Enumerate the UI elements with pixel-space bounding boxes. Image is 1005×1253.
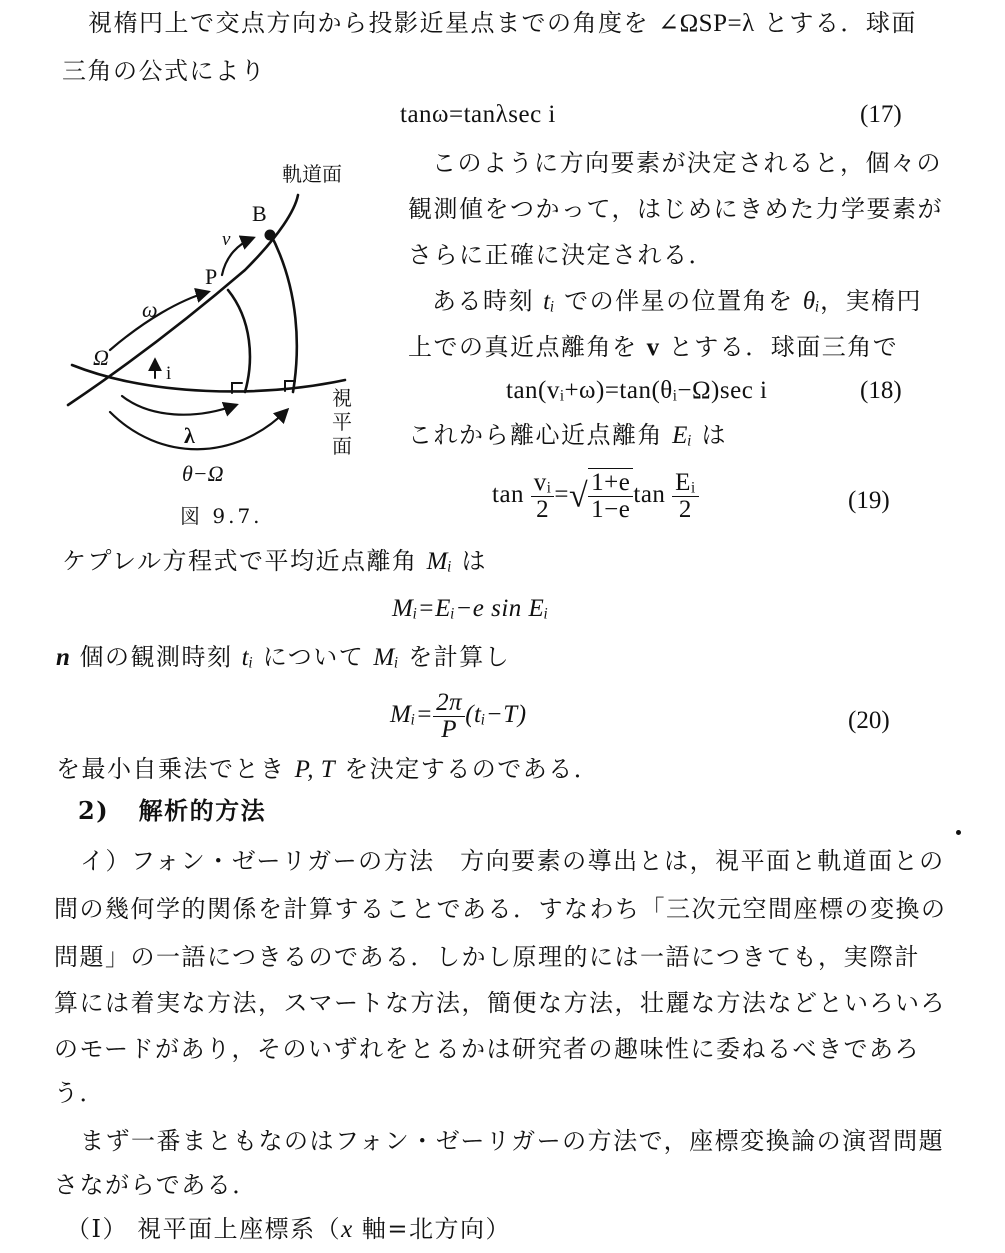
label-i: i xyxy=(166,363,172,384)
eq17-formula: tanω=tanλsec i xyxy=(400,101,556,128)
label-theta-minus-Omega: θ−Ω xyxy=(182,461,224,486)
eq18-number: (18) xyxy=(860,377,902,404)
eq17-number: (17) xyxy=(860,101,902,128)
label-Omega: Ω xyxy=(93,345,109,370)
orbit-plane-curve xyxy=(68,195,298,405)
figure-9-7-diagram xyxy=(0,0,400,540)
label-P: P xyxy=(205,264,218,289)
label-lambda: λ xyxy=(184,423,195,448)
eq19-number: (19) xyxy=(848,487,890,514)
kepler-line: ケプレル方程式で平均近点離角 Mᵢ は xyxy=(62,547,487,575)
label-v: v xyxy=(222,229,231,250)
para1-line2: 三角の公式により xyxy=(62,57,266,85)
para5-line3: 問題」の一語につきるのである．しかし原理的には一語につきても，実際計 xyxy=(54,943,921,971)
figure-caption: 図 9.7. xyxy=(180,504,263,528)
section-heading: 2) 解析的方法 xyxy=(78,796,267,825)
eq19-formula: tan $\frac{\text{vᵢ}}{2}$ =√ $\frac{1+e}{1-e}$ tan $\frac{\text{Eᵢ}}{2}$ xyxy=(492,468,699,523)
eq18-formula: tan(vᵢ+ω)=tan(θᵢ−Ω)sec i xyxy=(506,377,768,404)
para1-line1: 視楕円上で交点方向から投影近星点までの角度を ∠ΩSP=λ とする．球面 xyxy=(88,9,917,37)
para4: これから離心近点離角 Eᵢ は xyxy=(408,421,728,449)
label-sky-plane-2: 平 xyxy=(332,410,352,434)
label-sky-plane-1: 視 xyxy=(332,386,352,410)
eq19-radicand: $\frac{1+e}{1-e}$ xyxy=(588,468,633,523)
para2-line1: このように方向要素が決定されると，個々の xyxy=(432,149,942,177)
para3-line1: ある時刻 tᵢ での伴星の位置角を θᵢ，実楕円 xyxy=(432,287,923,315)
para3-line2: 上での真近点離角を v とする．球面三角で xyxy=(408,333,899,361)
para5-line5: のモードがあり，そのいずれをとるかは研究者の趣味性に委ねるべきであろ xyxy=(54,1035,921,1063)
sky-plane-curve xyxy=(72,365,345,391)
eq20-number: (20) xyxy=(848,707,890,734)
subsection-heading: （I） 視平面上座標系（x 軸=北方向） xyxy=(66,1215,511,1243)
stray-dot xyxy=(956,830,961,835)
arc-from-B xyxy=(270,233,297,392)
compute-line: n 個の観測時刻 tᵢ について Mᵢ を計算し xyxy=(56,643,511,671)
kepler-equation: Mᵢ=Eᵢ−e sin Eᵢ xyxy=(392,595,549,622)
arc-from-P xyxy=(228,290,250,392)
para5-line2: 間の幾何学的関係を計算することである．すなわち「三次元空間座標の変換の xyxy=(54,895,947,923)
para5-line6: う． xyxy=(54,1079,105,1107)
eq20-frac: $\frac{2\pi}{P}$ xyxy=(433,690,465,743)
eq19-frac2: $\frac{\text{Eᵢ}}{2}$ xyxy=(672,470,698,523)
label-omega: ω xyxy=(142,297,158,322)
para6-line1: まず一番まともなのはフォン・ゼーリガーの方法で，座標変換論の演習問題 xyxy=(80,1127,945,1155)
para2-line3: さらに正確に決定される． xyxy=(408,241,714,269)
eq20-formula: Mᵢ= $\frac{2\pi}{P}$ (tᵢ−T) xyxy=(390,689,527,743)
eq19-frac1: $\frac{\text{vᵢ}}{2}$ xyxy=(531,470,555,523)
para2-line2: 観測値をつかって，はじめにきめた力学要素が xyxy=(408,195,944,223)
label-sky-plane-3: 面 xyxy=(332,434,352,458)
theta-omega-arrow xyxy=(110,410,287,449)
point-B xyxy=(265,230,276,241)
least-squares-line: を最小自乗法でとき P, T を決定するのである． xyxy=(56,755,600,783)
para5-line4: 算には着実な方法，スマートな方法，簡便な方法，壮麗な方法などといろいろ xyxy=(54,989,947,1017)
para6-line2: さながらである． xyxy=(54,1171,258,1199)
label-orbit-plane: 軌道面 xyxy=(282,162,342,186)
label-B: B xyxy=(252,201,267,226)
sqrt-sign: √ xyxy=(569,477,589,515)
para5-line1: イ）フォン・ゼーリガーの方法 方向要素の導出とは，視平面と軌道面との xyxy=(80,847,945,875)
angle-formula: ∠ΩSP=λ xyxy=(658,10,755,37)
lambda-arrow xyxy=(122,396,236,415)
